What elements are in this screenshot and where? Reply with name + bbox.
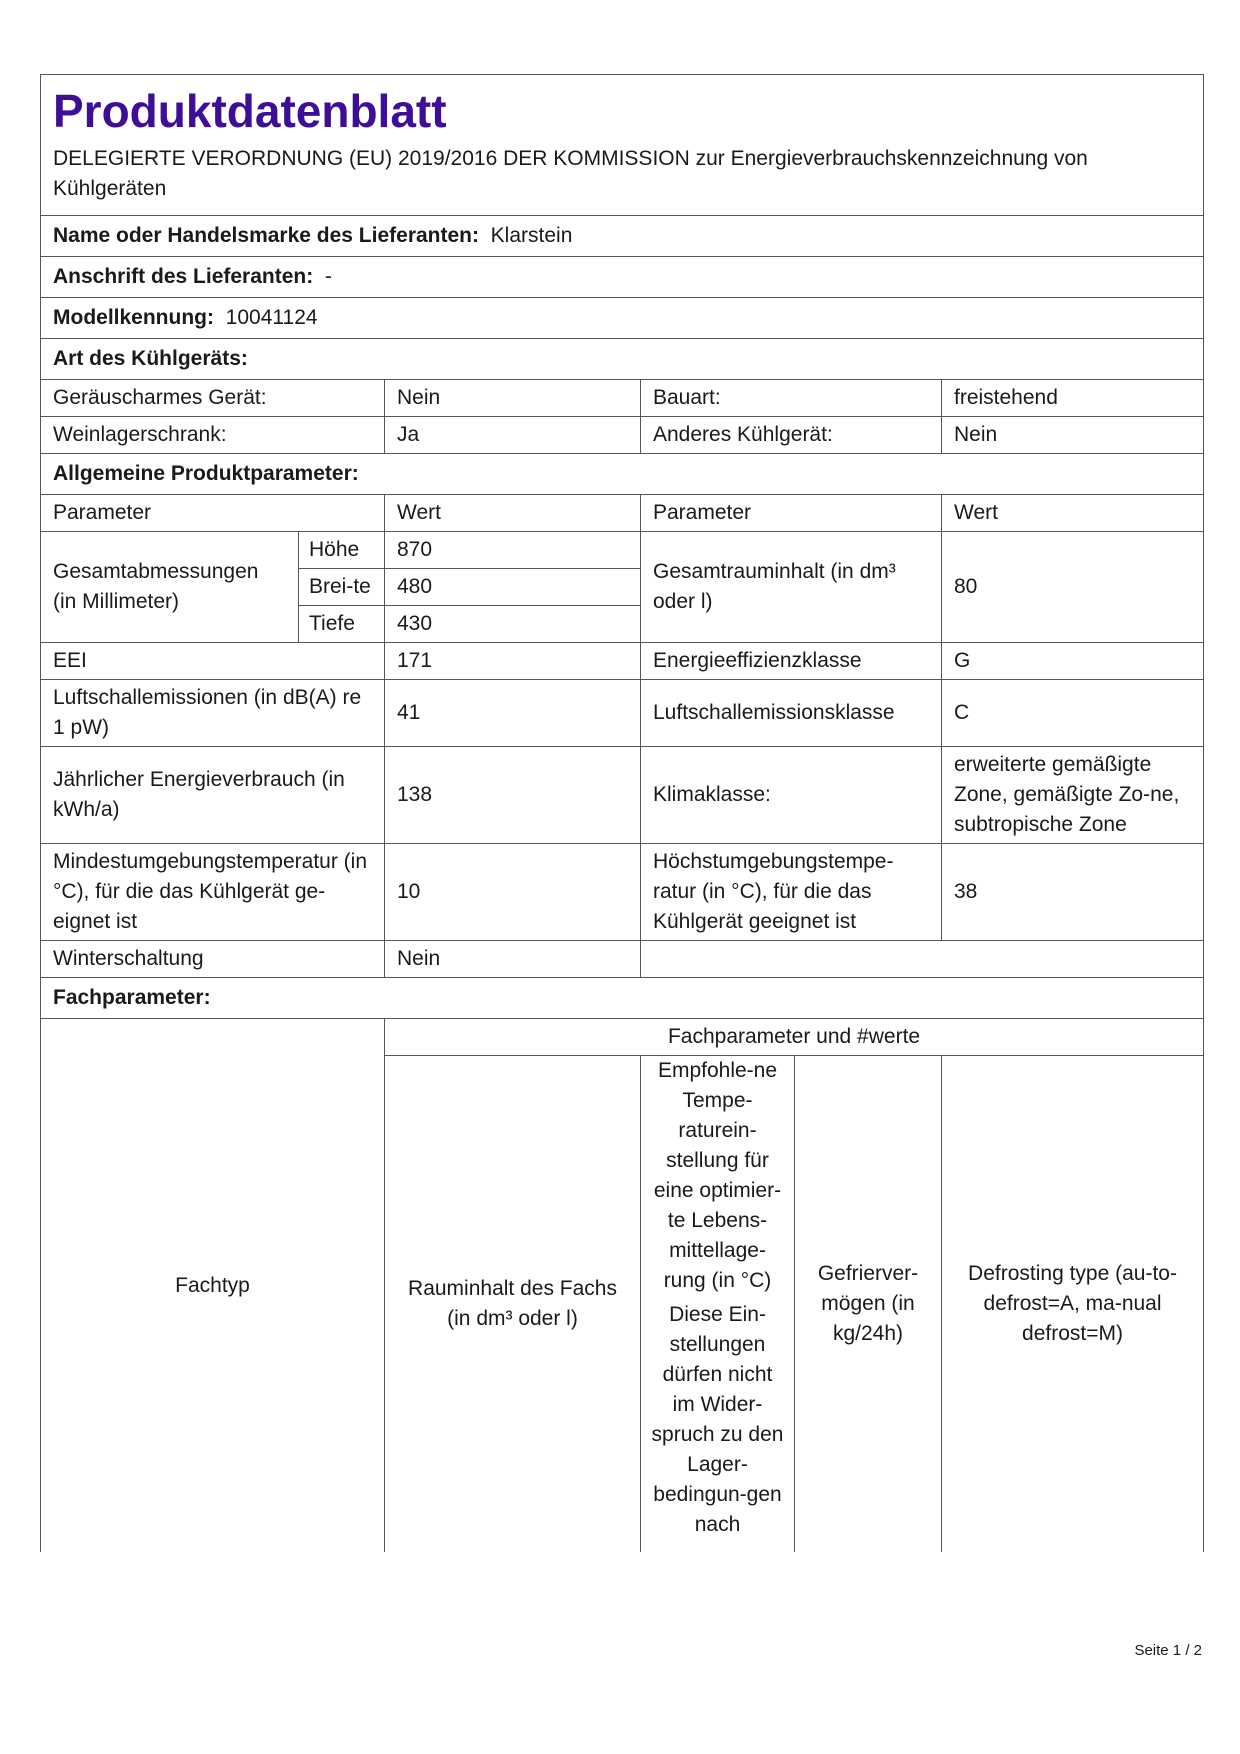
regulation-subtitle: DELEGIERTE VERORDNUNG (EU) 2019/2016 DER KOMMISSION zur Energieverbrauchskennzeichnung von Kühlgeräten (53, 147, 1088, 200)
address-row (41, 257, 1204, 298)
col-group-header: Fachparameter und #werte (385, 1019, 1204, 1056)
header-cell (41, 75, 1204, 216)
temperature-text-1: Empfohle-ne Tempe-raturein-stellung für eine optimier-te Lebens-mittellage-rung (in °C) (653, 1059, 782, 1292)
eei-row (41, 643, 1204, 680)
temperature-text-2: Diese Ein-stellungen dürfen nicht im Wider-spruch zu den Lager-bedingun-gen nach (651, 1303, 784, 1536)
type-param-left: Geräuscharmes Gerät: (41, 380, 385, 417)
noise-label: Luftschallemissionen (in dB(A) re 1 pW) (41, 680, 385, 747)
address-label: Anschrift des Lieferanten: (53, 265, 314, 288)
noise-class-value: C (942, 680, 1204, 747)
winter-switch-label: Winterschaltung (41, 941, 385, 978)
width-value: 480 (385, 569, 641, 606)
volume-value: 80 (942, 532, 1204, 643)
type-param-right: Bauart: (641, 380, 942, 417)
general-section-heading: Allgemeine Produktparameter: (41, 454, 1204, 495)
type-section-heading: Art des Kühlgeräts: (41, 339, 1204, 380)
model-row (41, 298, 1204, 339)
col-header-defrost: Defrosting type (au-to-defrost=A, ma-nual defrost=M) (942, 1056, 1204, 1553)
compartment-section-heading: Fachparameter: (41, 978, 1204, 1019)
empty-cell (641, 941, 1204, 978)
data-sheet-table (40, 74, 1204, 1552)
col-header-volume: Rauminhalt des Fachs (in dm³ oder l) (385, 1056, 641, 1553)
noise-value: 41 (385, 680, 641, 747)
type-param-right: Anderes Kühlgerät: (641, 417, 942, 454)
dimensions-label: Gesamtabmessungen (in Millimeter) (41, 532, 299, 643)
min-temp-label: Mindestumgebungstemperatur (in °C), für die das Kühlgerät ge-eignet ist (41, 844, 385, 941)
type-value-left: Nein (385, 380, 641, 417)
noise-class-label: Luftschallemissionsklasse (641, 680, 942, 747)
energy-row (41, 747, 1204, 844)
min-temp-value: 10 (385, 844, 641, 941)
compartment-group-row (41, 1019, 1204, 1056)
col-header-temperature (641, 1056, 795, 1553)
climate-class-label: Klimaklasse: (641, 747, 942, 844)
product-data-sheet (40, 74, 1203, 1552)
col-header-compartment-type: Fachtyp (41, 1019, 385, 1553)
page-title: Produktdatenblatt (53, 85, 447, 137)
type-param-left: Weinlagerschrank: (41, 417, 385, 454)
model-label: Modellkennung: (53, 306, 214, 329)
col-header-freezing: Gefrierver-mögen (in kg/24h) (795, 1056, 942, 1553)
supplier-value: Klarstein (490, 224, 573, 247)
depth-value: 430 (385, 606, 641, 643)
efficiency-class-value: G (942, 643, 1204, 680)
annual-energy-label: Jährlicher Energieverbrauch (in kWh/a) (41, 747, 385, 844)
temperature-row (41, 844, 1204, 941)
supplier-row (41, 216, 1204, 257)
max-temp-value: 38 (942, 844, 1204, 941)
type-value-right: freistehend (942, 380, 1204, 417)
dimension-row-height (41, 532, 1204, 569)
col-header-value: Wert (942, 495, 1204, 532)
eei-value: 171 (385, 643, 641, 680)
volume-label: Gesamtrauminhalt (in dm³ oder l) (641, 532, 942, 643)
max-temp-label: Höchstumgebungstempe-ratur (in °C), für die das Kühlgerät geeignet ist (641, 844, 942, 941)
eei-label: EEI (41, 643, 385, 680)
address-value: - (324, 265, 332, 288)
annual-energy-value: 138 (385, 747, 641, 844)
general-header-row (41, 495, 1204, 532)
height-label: Höhe (299, 532, 385, 569)
col-header-parameter: Parameter (641, 495, 942, 532)
winter-row (41, 941, 1204, 978)
col-header-parameter: Parameter (41, 495, 385, 532)
type-value-left: Ja (385, 417, 641, 454)
efficiency-class-label: Energieeffizienzklasse (641, 643, 942, 680)
type-row (41, 417, 1204, 454)
noise-row (41, 680, 1204, 747)
model-value: 10041124 (225, 306, 318, 329)
page-number: Seite 1 / 2 (1134, 1642, 1202, 1659)
height-value: 870 (385, 532, 641, 569)
type-value-right: Nein (942, 417, 1204, 454)
depth-label: Tiefe (299, 606, 385, 643)
winter-switch-value: Nein (385, 941, 641, 978)
col-header-value: Wert (385, 495, 641, 532)
supplier-label: Name oder Handelsmarke des Lieferanten: (53, 224, 479, 247)
width-label: Brei-te (299, 569, 385, 606)
climate-class-value: erweiterte gemäßigte Zone, gemäßigte Zo-ne, subtropische Zone (942, 747, 1204, 844)
type-row (41, 380, 1204, 417)
